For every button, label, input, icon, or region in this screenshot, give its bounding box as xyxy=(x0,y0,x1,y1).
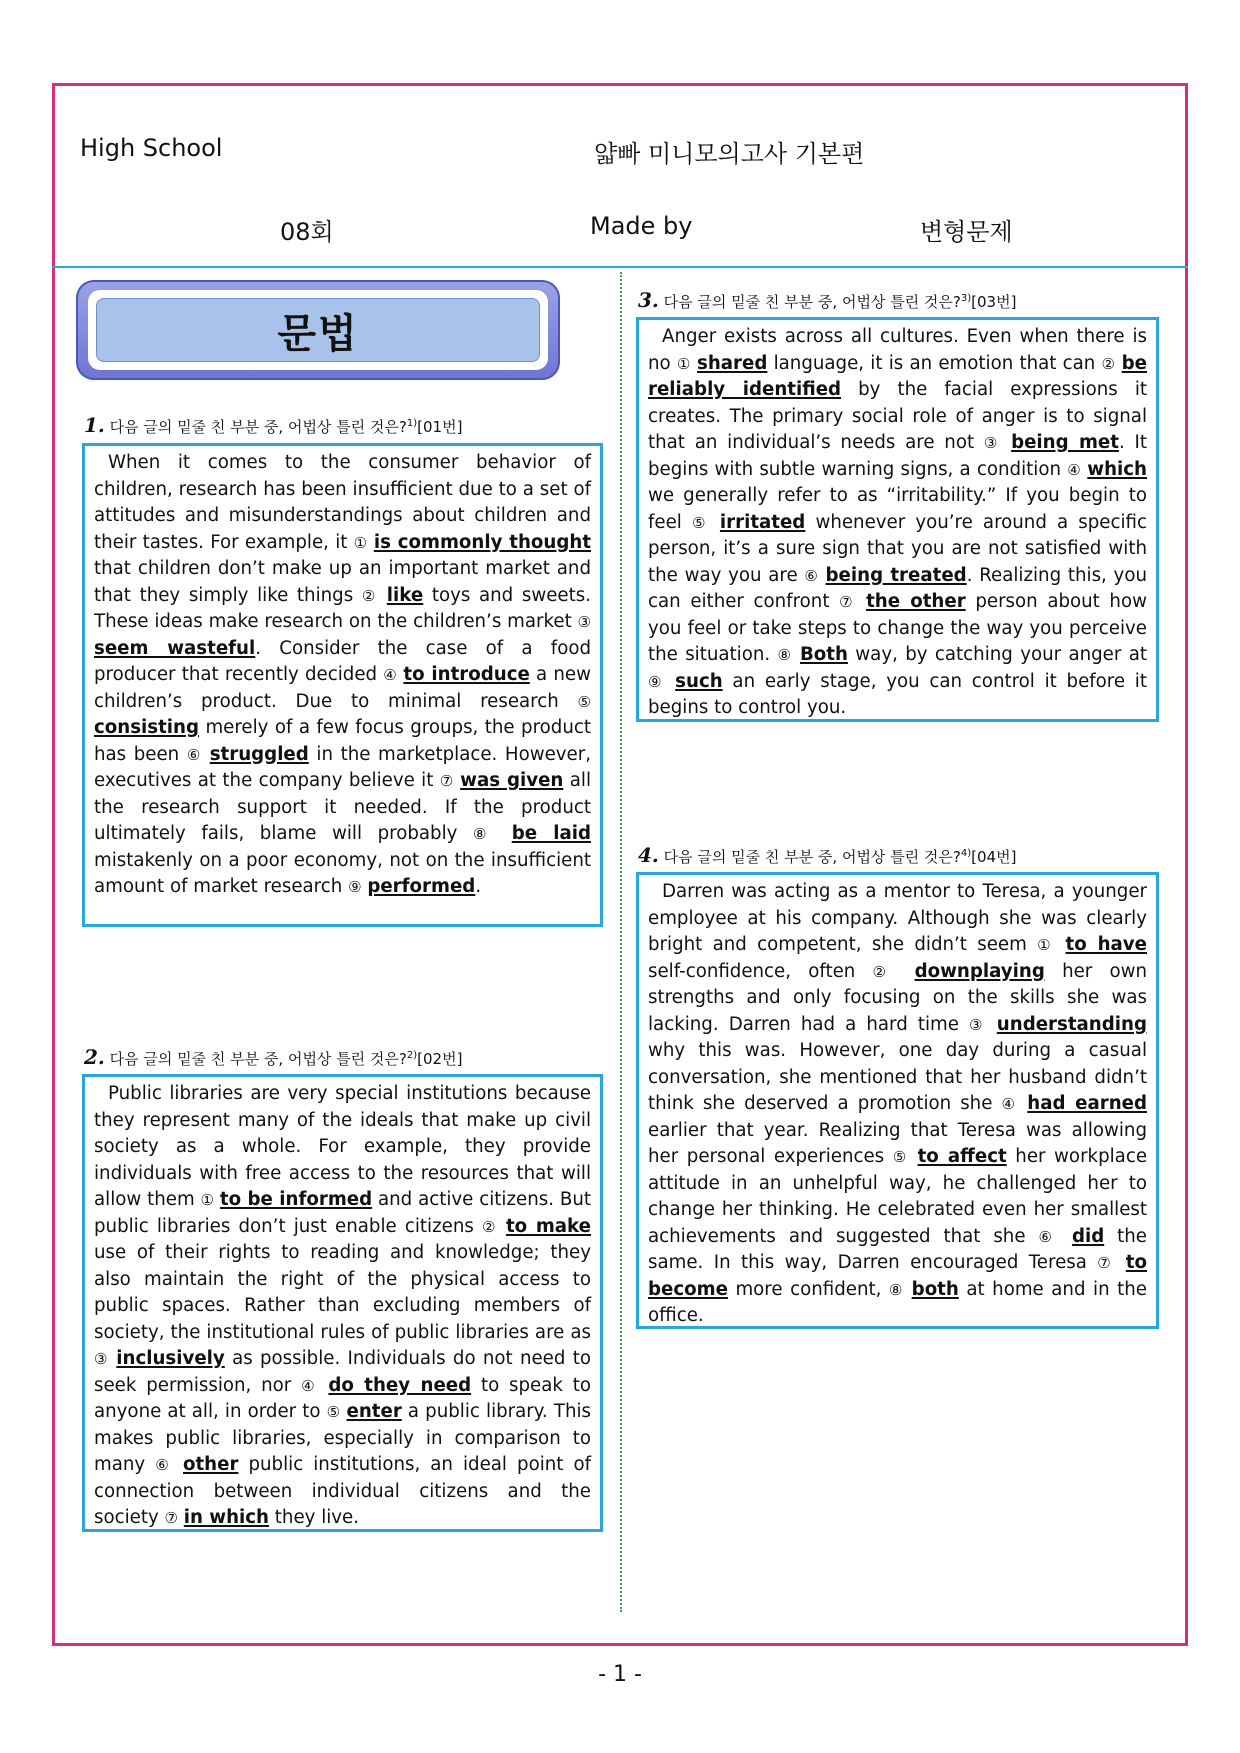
passage-text: an early stage, you can control it before it begins to control you. xyxy=(648,670,1147,718)
choice-marker: ⑥ xyxy=(1038,1227,1060,1246)
choice-marker: ② xyxy=(361,586,379,605)
choice-3: understanding xyxy=(996,1013,1147,1035)
passage-text: a public library. This makes public libraries, especially in comparison to many xyxy=(94,1401,591,1475)
choice-2: like xyxy=(386,584,424,606)
choice-1: to have xyxy=(1065,934,1147,955)
passage-text: person about how you feel or take steps to change the way you perceive the situation. xyxy=(648,591,1147,665)
passage-text: at home and in the office. xyxy=(648,1278,1147,1326)
passage-text: earlier that year. Realizing that Teresa was allowing her personal experiences xyxy=(648,1119,1147,1167)
choice-4: had earned xyxy=(1027,1093,1147,1114)
choice-1: to be informed xyxy=(219,1189,373,1210)
page-number: - 1 - xyxy=(598,1662,642,1687)
choice-5: enter xyxy=(346,1401,402,1422)
series-title: 얇빠 미니모의고사 기본편 xyxy=(594,140,865,168)
choice-7: to become xyxy=(648,1252,1147,1300)
choice-marker: ④ xyxy=(1001,1095,1019,1113)
choice-marker: ⑧ xyxy=(472,825,497,843)
choice-6: other xyxy=(182,1454,239,1475)
choice-marker: ⑦ xyxy=(439,772,454,790)
school-label: High School xyxy=(80,134,223,162)
passage-text: her workplace attitude in an unhelpful way, he challenged her to change her thinking. He celebrated even her smallest achievements and suggested that she xyxy=(648,1146,1148,1247)
choice-4: which xyxy=(1087,458,1147,480)
choice-2: to make xyxy=(505,1215,592,1237)
choice-marker: ④ xyxy=(301,1376,319,1395)
section-title: 문법 xyxy=(96,298,540,362)
passage-text: Public libraries are very special institutions because they represent many of the ideals that make up civil society as a whole. For example, they provide individuals with free access to the resources that will allow them xyxy=(94,1083,591,1210)
choice-marker: ② xyxy=(872,962,898,981)
column-divider xyxy=(620,272,622,1612)
passage-text: why this was. However, one day during a casual conversation, she mentioned that her husband didn’t think she deserved a promotion she xyxy=(648,1040,1147,1114)
choice-1: is commonly thought xyxy=(373,531,592,553)
choice-6: struggled xyxy=(209,743,309,765)
passage-text: by the facial expressions it creates. The primary social role of anger is to signal that an individual’s needs are not xyxy=(648,379,1148,453)
passage-text: as possible. Individuals do not need to seek permission, nor xyxy=(94,1348,591,1396)
question-4-heading: 4. 다음 글의 밑줄 친 부분 중, 어법상 틀린 것은?$^{4)}$[04번] xyxy=(638,843,1017,867)
choice-marker: ③ xyxy=(983,434,1002,452)
passage-text: we generally refer to as “irritability.” If you begin to feel xyxy=(648,485,1147,533)
choice-5: to affect xyxy=(917,1146,1007,1167)
passage-text: way, by catching your anger at xyxy=(847,644,1147,665)
choice-marker: ① xyxy=(676,354,691,373)
choice-1: shared xyxy=(697,352,768,374)
choice-9: such xyxy=(675,670,723,692)
passage-text: use of their rights to reading and knowledge; they also maintain the right of the physical access to public spaces. Rather than excluding members of society, the institutional rules of public libraries are as xyxy=(94,1242,591,1343)
header-divider xyxy=(52,266,1188,268)
passage-text: . Consider the case of a food producer that recently decided xyxy=(94,637,591,685)
choice-marker: ⑧ xyxy=(888,1280,905,1299)
choice-marker: ⑨ xyxy=(348,878,362,896)
choice-marker: ⑦ xyxy=(164,1509,178,1527)
choice-marker: ③ xyxy=(94,1350,109,1368)
choice-8: be laid xyxy=(511,823,591,844)
choice-3: being met xyxy=(1011,432,1119,453)
passage-text: self-confidence, often xyxy=(648,960,873,982)
choice-marker: ① xyxy=(353,533,368,552)
made-by-label: Made by xyxy=(590,212,693,240)
passage-text: whenever you’re around a specific person, it’s a sure sign that you are not satisfied with the way you are xyxy=(648,511,1147,586)
question-1-passage xyxy=(82,443,603,927)
passage-text: mistakenly on a poor economy, not on the insufficient amount of market research xyxy=(94,849,591,897)
passage-text: the same. In this way, Darren encouraged Teresa xyxy=(648,1225,1147,1273)
choice-7: the other xyxy=(866,591,966,612)
choice-marker: ⑧ xyxy=(777,646,793,664)
choice-6: being treated xyxy=(825,564,967,586)
choice-8: both xyxy=(911,1278,959,1300)
choice-marker: ② xyxy=(481,1217,498,1236)
type-label: 변형문제 xyxy=(920,218,1013,246)
choice-marker: ⑥ xyxy=(804,566,819,585)
choice-marker: ⑦ xyxy=(1097,1254,1116,1272)
choice-3: seem wasteful xyxy=(94,637,256,659)
choice-marker: ① xyxy=(200,1191,215,1209)
question-4-passage xyxy=(636,872,1159,1329)
round-label: 08회 xyxy=(280,218,334,246)
passage-text: toys and sweets. These ideas make research on the children’s market xyxy=(94,584,591,632)
question-2-passage xyxy=(82,1074,603,1532)
passage-text: public institutions, an ideal point of connection between individual citizens and the society xyxy=(94,1454,591,1528)
choice-marker: ⑨ xyxy=(648,672,666,691)
question-3-passage xyxy=(636,317,1159,722)
choice-marker: ⑤ xyxy=(577,692,591,711)
question-3-heading: 3. 다음 글의 밑줄 친 부분 중, 어법상 틀린 것은?$^{3)}$[03번] xyxy=(638,288,1017,312)
choice-marker: ③ xyxy=(577,613,591,631)
choice-8: Both xyxy=(799,644,848,665)
choice-marker: ④ xyxy=(1067,460,1082,479)
choice-4: to introduce xyxy=(403,664,530,685)
passage-text: Anger exists across all cultures. Even when there is no xyxy=(648,326,1147,374)
passage-text: in the marketplace. However, executives at the company believe it xyxy=(94,743,591,791)
choice-marker: ⑥ xyxy=(155,1456,173,1474)
choice-2: downplaying xyxy=(914,960,1045,982)
choice-marker: ⑤ xyxy=(326,1403,341,1421)
choice-5: consisting xyxy=(94,717,200,738)
choice-7: in which xyxy=(183,1507,270,1528)
passage-text: her own strengths and only focusing on the skills she was lacking. Darren had a hard time xyxy=(648,960,1147,1035)
passage-text: a new children’s product. Due to minimal research xyxy=(94,664,591,712)
passage-text: . xyxy=(475,876,482,897)
passage-text: When it comes to the consumer behavior of children, research has been insufficient due to a set of attitudes and misunderstandings about children and their tastes. For example, it xyxy=(94,452,591,553)
choice-marker: ⑤ xyxy=(691,513,710,532)
passage-text: . It begins with subtle warning signs, a condition xyxy=(648,432,1147,480)
passage-text: they live. xyxy=(269,1507,360,1528)
question-2-heading: 2. 다음 글의 밑줄 친 부분 중, 어법상 틀린 것은?$^{2)}$[02번] xyxy=(84,1045,463,1069)
choice-marker: ② xyxy=(1101,354,1116,373)
passage-text: and active citizens. But public libraries don’t just enable citizens xyxy=(94,1189,591,1237)
choice-5: irritated xyxy=(719,511,806,533)
question-1-heading: 1. 다음 글의 밑줄 친 부분 중, 어법상 틀린 것은?$^{1)}$[01번] xyxy=(84,413,463,437)
choice-marker: ⑥ xyxy=(186,745,203,764)
choice-3: inclusively xyxy=(116,1348,225,1369)
choice-7: was given xyxy=(460,770,564,791)
passage-text: to speak to anyone at all, in order to xyxy=(94,1374,592,1422)
choice-2: be reliably identified xyxy=(648,352,1147,400)
choice-marker: ③ xyxy=(968,1015,987,1034)
choice-9: performed xyxy=(367,876,476,897)
section-title-badge xyxy=(76,280,560,380)
passage-text: . Realizing this, you can either confront xyxy=(648,564,1147,612)
passage-text: all the research support it needed. If the product ultimately fails, blame will probably xyxy=(94,770,591,844)
passage-text: language, it is an emotion that can xyxy=(767,352,1102,374)
choice-6: did xyxy=(1071,1225,1105,1247)
passage-text: that children don’t make up an important market and that they simply like things xyxy=(94,558,591,606)
passage-text: merely of a few focus groups, the product has been xyxy=(94,717,591,765)
choice-4: do they need xyxy=(328,1374,472,1396)
choice-marker: ⑤ xyxy=(892,1148,909,1166)
passage-text: more confident, xyxy=(727,1278,889,1300)
choice-marker: ⑦ xyxy=(839,593,857,611)
choice-marker: ④ xyxy=(383,666,398,684)
choice-marker: ① xyxy=(1037,936,1056,954)
passage-text: Darren was acting as a mentor to Teresa, a younger employee at his company. Although she was clearly bright and competent, she didn’t seem xyxy=(648,881,1147,955)
